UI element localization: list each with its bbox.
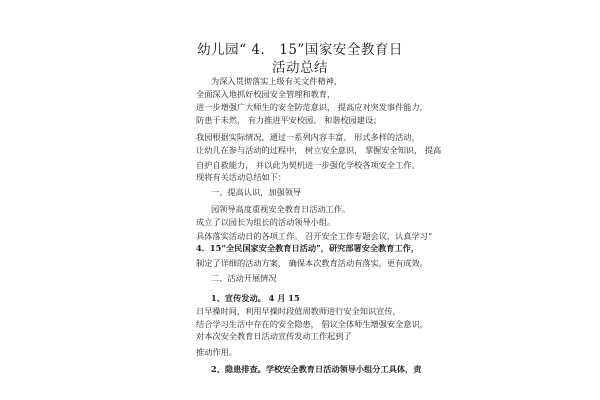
paragraph-line: 对本次安全教育日活动宣传发动工作起到了 (196, 331, 352, 341)
paragraph-line: 园领导高度重视安全教育日活动工作。 (211, 204, 351, 214)
paragraph-line: 让幼儿在参与活动的过程中， 树立安全意识， 掌握安全知识， 提高 (196, 145, 442, 155)
paragraph-line: 制定了详细的活动方案， 确保本次教育活动有落实，更有成效。 (196, 258, 428, 268)
paragraph-line: 推动作用。 (196, 347, 237, 357)
paragraph-line: 自护自救能力， 并以此为契机进一步强化学校各项安全工作。 (196, 160, 420, 170)
paragraph-line: 我园根据实际情况，通过一系列内容丰富、 形式多样的活动， (196, 132, 420, 142)
paragraph-line: 为深入贯彻落实上级有关文件精神， (211, 76, 343, 86)
paragraph-line: 现将有关活动总结如下： (196, 172, 287, 182)
document-subtitle: 活动总结 (272, 60, 328, 76)
subsection-heading: 1、宣传发动。 4 月 15 (211, 293, 300, 303)
paragraph-line: 日早操时间，利用早操时段值周教师进行安全知识宣传， (196, 306, 401, 316)
paragraph-line: 结合学习生活中存在的安全隐患， 倡议全体师生增强安全意识， (196, 319, 428, 329)
paragraph-line: 全面深入地抓好校园安全管理和教育， (196, 89, 336, 99)
section-heading: 二、活动开展情况 (211, 273, 277, 283)
paragraph-line: 进一步增强广大师生的安全防范意识， 提高应对突发事件能力， (196, 102, 428, 112)
section-heading: 一、提高认识，加强领导 (211, 187, 302, 197)
paragraph-line: 防患于未然， 有力推进平安校园、 和谐校园建设； (196, 115, 382, 125)
paragraph-line: 具体落实活动日的各项工作。 召开安全工作专题会议，认真学习“ (196, 231, 433, 241)
document-title: 幼儿园“ 4． 15”国家安全教育日 (197, 42, 403, 58)
paragraph-line: 成立了以园长为组长的活动领导小组。 (196, 217, 336, 227)
paragraph-line: 4．15”全民国家安全教育日活动”，研究部署安全教育工作， (196, 243, 420, 253)
subsection-heading: 2、隐患排查。学校安全教育日活动领导小组分工具体，责 (211, 364, 422, 374)
